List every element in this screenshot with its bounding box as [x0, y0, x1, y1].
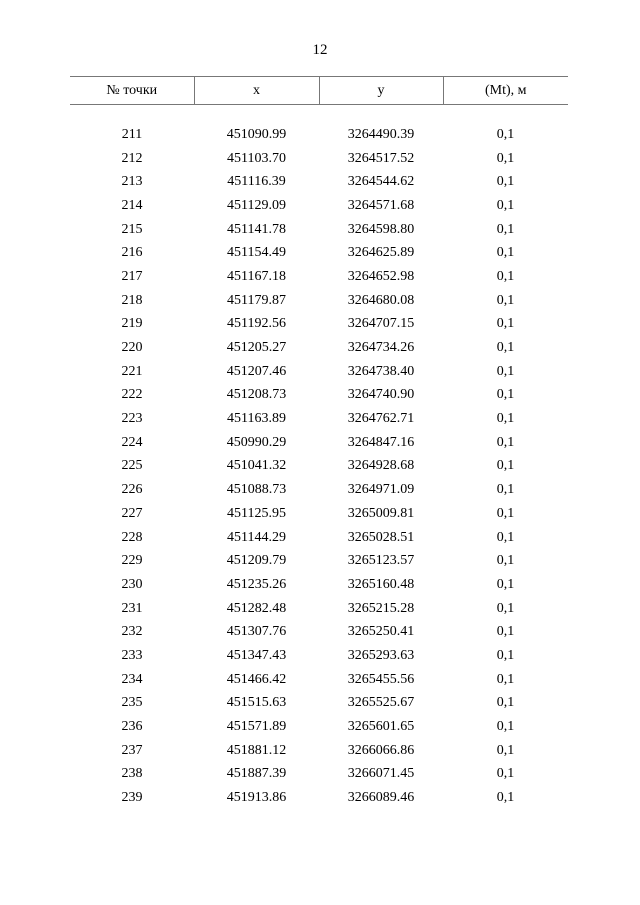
header-spacer	[70, 105, 568, 124]
y-cell: 3264707.15	[347, 316, 415, 332]
y-cell: 3264738.40	[347, 363, 415, 379]
mt-cell: 0,1	[496, 316, 515, 332]
table-row	[70, 549, 568, 573]
x-cell: 451209.79	[226, 553, 287, 569]
mt-cell: 0,1	[496, 671, 515, 687]
y-cell: 3265215.28	[347, 600, 415, 616]
table-row	[70, 431, 568, 455]
coordinates-table	[70, 76, 568, 810]
x-cell: 451515.63	[226, 695, 287, 711]
mt-cell: 0,1	[496, 268, 515, 284]
x-cell: 451466.42	[226, 671, 287, 687]
mt-cell: 0,1	[496, 529, 515, 545]
y-cell: 3265601.65	[347, 719, 415, 735]
header-mt: (Mt), м	[443, 77, 568, 105]
point-number-cell: 214	[121, 197, 143, 213]
mt-cell: 0,1	[496, 576, 515, 592]
x-cell: 451088.73	[226, 482, 287, 498]
x-cell: 451887.39	[226, 766, 287, 782]
point-number-cell: 224	[121, 434, 143, 450]
x-cell: 451163.89	[227, 411, 286, 427]
table-row	[70, 265, 568, 289]
point-number-cell: 234	[121, 671, 143, 687]
mt-cell: 0,1	[496, 647, 515, 663]
x-cell: 451041.32	[226, 458, 287, 474]
y-cell: 3266089.46	[347, 790, 415, 806]
table-row	[70, 644, 568, 668]
point-number-cell: 237	[121, 742, 143, 758]
y-cell: 3266066.86	[347, 742, 415, 758]
mt-cell: 0,1	[496, 742, 515, 758]
y-cell: 3265160.48	[347, 576, 415, 592]
table-row	[70, 218, 568, 242]
point-number-cell: 218	[121, 292, 143, 308]
mt-cell: 0,1	[496, 245, 515, 261]
x-cell: 451192.56	[227, 316, 286, 332]
point-number-cell: 239	[121, 790, 143, 806]
mt-cell: 0,1	[496, 221, 515, 237]
y-cell: 3264680.08	[347, 292, 415, 308]
point-number-cell: 226	[121, 482, 143, 498]
x-cell: 451205.27	[226, 340, 287, 356]
table-row	[70, 313, 568, 337]
x-cell: 451129.09	[227, 197, 286, 213]
mt-cell: 0,1	[496, 174, 515, 190]
table-row	[70, 170, 568, 194]
x-cell: 451881.12	[226, 742, 287, 758]
point-number-cell: 225	[121, 458, 143, 474]
table-row	[70, 620, 568, 644]
y-cell: 3265250.41	[347, 624, 415, 640]
table-row	[70, 739, 568, 763]
mt-cell: 0,1	[496, 766, 515, 782]
table-row	[70, 715, 568, 739]
point-number-cell: 217	[121, 268, 143, 284]
table-row	[70, 502, 568, 526]
x-cell: 451103.70	[227, 150, 286, 166]
mt-cell: 0,1	[496, 387, 515, 403]
y-cell: 3264762.71	[347, 411, 415, 427]
mt-cell: 0,1	[496, 458, 515, 474]
table-row	[70, 763, 568, 787]
x-cell: 450990.29	[226, 434, 287, 450]
y-cell: 3264598.80	[347, 221, 415, 237]
y-cell: 3264571.68	[347, 197, 415, 213]
mt-cell: 0,1	[496, 719, 515, 735]
point-number-cell: 235	[121, 695, 143, 711]
table-row	[70, 336, 568, 360]
point-number-cell: 211	[121, 126, 143, 142]
mt-cell: 0,1	[496, 292, 515, 308]
x-cell: 451571.89	[226, 719, 287, 735]
y-cell: 3264517.52	[347, 150, 415, 166]
point-number-cell: 223	[121, 411, 143, 427]
point-number-cell: 231	[121, 600, 143, 616]
x-cell: 451913.86	[226, 790, 287, 806]
x-cell: 451207.46	[226, 363, 287, 379]
point-number-cell: 232	[121, 624, 143, 640]
x-cell: 451208.73	[226, 387, 287, 403]
page-number: 12	[312, 42, 328, 58]
y-cell: 3264928.68	[347, 458, 415, 474]
table-row	[70, 123, 568, 147]
x-cell: 451144.29	[227, 529, 286, 545]
mt-cell: 0,1	[496, 790, 515, 806]
header-x: x	[194, 77, 319, 105]
y-cell: 3264734.26	[347, 340, 415, 356]
point-number-cell: 221	[121, 363, 143, 379]
point-number-cell: 228	[121, 529, 143, 545]
mt-cell: 0,1	[496, 695, 515, 711]
table-row	[70, 384, 568, 408]
mt-cell: 0,1	[496, 363, 515, 379]
y-cell: 3265123.57	[347, 553, 415, 569]
point-number-cell: 233	[121, 647, 143, 663]
y-cell: 3264740.90	[347, 387, 415, 403]
mt-cell: 0,1	[496, 340, 515, 356]
mt-cell: 0,1	[496, 197, 515, 213]
table-row	[70, 455, 568, 479]
y-cell: 3264490.39	[347, 126, 415, 142]
point-number-cell: 219	[121, 316, 143, 332]
table-row	[70, 241, 568, 265]
x-cell: 451167.18	[227, 268, 286, 284]
mt-cell: 0,1	[496, 434, 515, 450]
mt-cell: 0,1	[496, 553, 515, 569]
table-row	[70, 194, 568, 218]
table-row	[70, 478, 568, 502]
point-number-cell: 227	[121, 505, 143, 521]
y-cell: 3264652.98	[347, 268, 415, 284]
table-row	[70, 407, 568, 431]
point-number-cell: 230	[121, 576, 143, 592]
x-cell: 451116.39	[227, 174, 286, 190]
x-cell: 451235.26	[226, 576, 287, 592]
header-point-number: № точки	[70, 77, 194, 105]
x-cell: 451154.49	[227, 245, 286, 261]
point-number-cell: 216	[121, 245, 143, 261]
table-row	[70, 786, 568, 810]
y-cell: 3264544.62	[347, 174, 415, 190]
y-cell: 3264847.16	[347, 434, 415, 450]
y-cell: 3265009.81	[347, 505, 415, 521]
point-number-cell: 212	[121, 150, 143, 166]
y-cell: 3265455.56	[347, 671, 415, 687]
y-cell: 3264625.89	[347, 245, 415, 261]
point-number-cell: 215	[121, 221, 143, 237]
mt-cell: 0,1	[496, 126, 515, 142]
y-cell: 3266071.45	[347, 766, 415, 782]
table-row	[70, 597, 568, 621]
table-row	[70, 360, 568, 384]
y-cell: 3265028.51	[347, 529, 415, 545]
point-number-cell: 236	[121, 719, 143, 735]
table-row	[70, 526, 568, 550]
x-cell: 451141.78	[227, 221, 286, 237]
mt-cell: 0,1	[496, 482, 515, 498]
mt-cell: 0,1	[496, 600, 515, 616]
x-cell: 451307.76	[226, 624, 287, 640]
x-cell: 451282.48	[226, 600, 287, 616]
point-number-cell: 238	[121, 766, 143, 782]
point-number-cell: 229	[121, 553, 143, 569]
y-cell: 3265293.63	[347, 647, 415, 663]
table-row	[70, 668, 568, 692]
x-cell: 451090.99	[226, 126, 287, 142]
mt-cell: 0,1	[496, 505, 515, 521]
point-number-cell: 213	[121, 174, 143, 190]
table-row	[70, 289, 568, 313]
point-number-cell: 220	[121, 340, 143, 356]
mt-cell: 0,1	[496, 150, 515, 166]
x-cell: 451347.43	[226, 647, 287, 663]
table-header-row	[70, 77, 568, 105]
table-row	[70, 573, 568, 597]
header-y: y	[319, 77, 443, 105]
y-cell: 3264971.09	[347, 482, 415, 498]
table-row	[70, 692, 568, 716]
mt-cell: 0,1	[496, 624, 515, 640]
table-row	[70, 147, 568, 171]
x-cell: 451179.87	[227, 292, 286, 308]
y-cell: 3265525.67	[347, 695, 415, 711]
mt-cell: 0,1	[496, 411, 515, 427]
table-body	[70, 105, 568, 810]
x-cell: 451125.95	[227, 505, 286, 521]
point-number-cell: 222	[121, 387, 143, 403]
